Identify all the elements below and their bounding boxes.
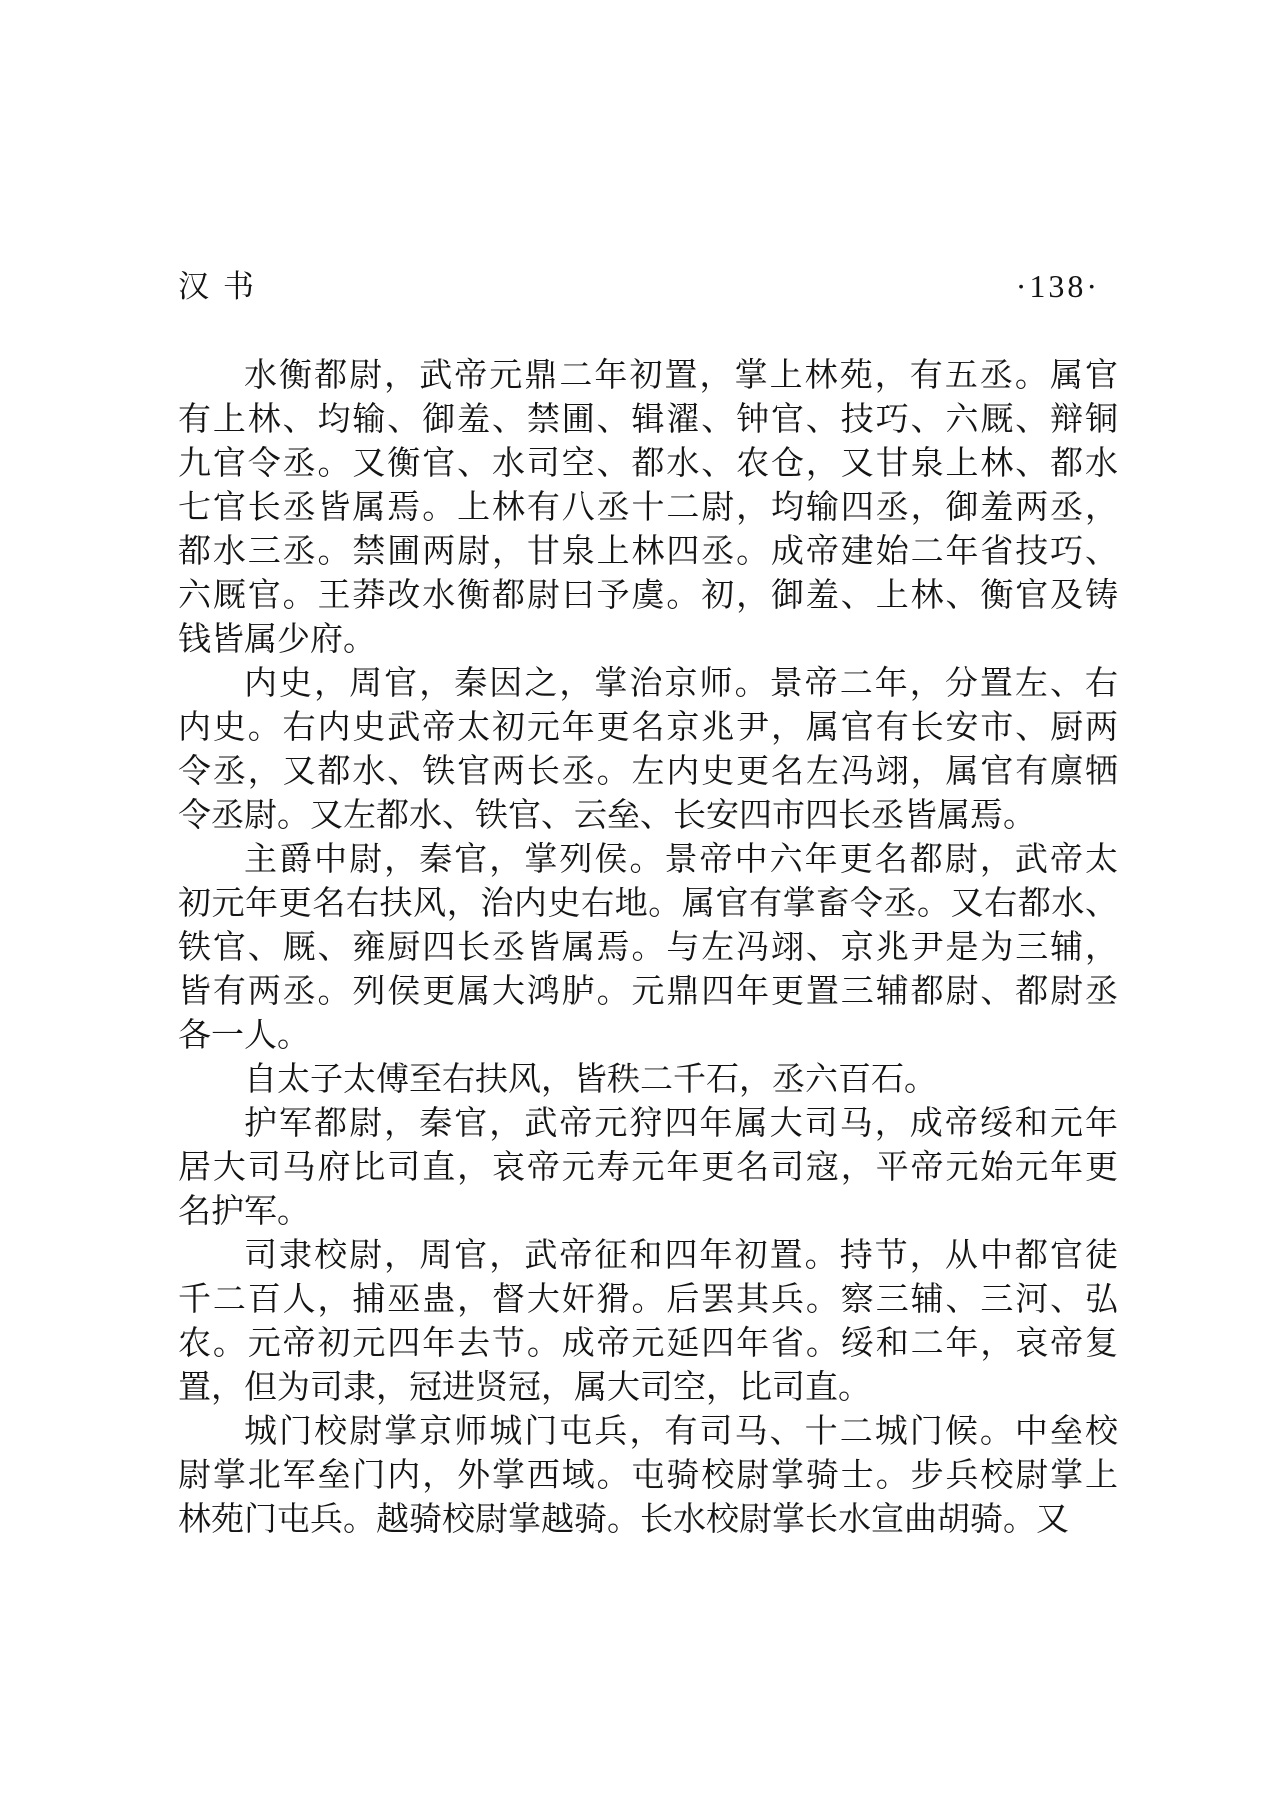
body-text (178, 354, 1118, 1542)
text-line: 主爵中尉，秦官，掌列侯。景帝中六年更名都尉，武帝太 (244, 842, 1118, 878)
text-line: 九官令丞。又衡官、水司空、都水、农仓，又甘泉上林、都水 (178, 446, 1118, 482)
text-line: 各一人。 (178, 1018, 310, 1054)
text-line: 居大司马府比司直，哀帝元寿元年更名司寇，平帝元始元年更 (178, 1150, 1118, 1186)
paragraph (178, 354, 1118, 662)
text-line: 六厩官。王莽改水衡都尉曰予虞。初，御羞、上林、衡官及铸 (178, 578, 1118, 614)
text-line: 水衡都尉，武帝元鼎二年初置，掌上林苑，有五丞。属官 (244, 358, 1118, 394)
page-number: ·138· (1015, 268, 1100, 304)
text-line: 自太子太傅至右扶风，皆秩二千石，丞六百石。 (244, 1062, 937, 1098)
text-line: 千二百人，捕巫蛊，督大奸猾。后罢其兵。察三辅、三河、弘 (178, 1282, 1118, 1318)
text-line: 令丞，又都水、铁官两长丞。左内史更名左冯翊，属官有廪牺 (178, 754, 1118, 790)
text-line: 令丞尉。又左都水、铁官、云垒、长安四市四长丞皆属焉。 (178, 798, 1036, 834)
text-line: 钱皆属少府。 (178, 622, 376, 658)
paragraph (178, 838, 1118, 1058)
text-line: 置，但为司隶，冠进贤冠，属大司空，比司直。 (178, 1370, 871, 1406)
text-line: 农。元帝初元四年去节。成帝元延四年省。绥和二年，哀帝复 (178, 1326, 1118, 1362)
text-line: 名护军。 (178, 1194, 310, 1230)
text-line: 内史，周官，秦因之，掌治京师。景帝二年，分置左、右 (244, 666, 1118, 702)
text-line: 都水三丞。禁圃两尉，甘泉上林四丞。成帝建始二年省技巧、 (178, 534, 1118, 570)
text-line: 铁官、厩、雍厨四长丞皆属焉。与左冯翊、京兆尹是为三辅， (178, 930, 1118, 966)
book-title: 汉书 (178, 269, 268, 304)
paragraph (178, 1058, 1118, 1102)
text-line: 初元年更名右扶风，治内史右地。属官有掌畜令丞。又右都水、 (178, 886, 1118, 922)
paragraph (178, 1102, 1118, 1234)
text-line: 尉掌北军垒门内，外掌西域。屯骑校尉掌骑士。步兵校尉掌上 (178, 1458, 1118, 1494)
text-line: 护军都尉，秦官，武帝元狩四年属大司马，成帝绥和元年 (244, 1106, 1118, 1142)
paragraph (178, 1410, 1118, 1542)
paragraph (178, 1234, 1118, 1410)
running-header (178, 266, 1118, 307)
text-line: 城门校尉掌京师城门屯兵，有司马、十二城门候。中垒校 (244, 1414, 1118, 1450)
text-line: 七官长丞皆属焉。上林有八丞十二尉，均输四丞，御羞两丞， (178, 490, 1118, 526)
text-line: 皆有两丞。列侯更属大鸿胪。元鼎四年更置三辅都尉、都尉丞 (178, 974, 1118, 1010)
text-line: 司隶校尉，周官，武帝征和四年初置。持节，从中都官徒 (244, 1238, 1118, 1274)
text-line: 林苑门屯兵。越骑校尉掌越骑。长水校尉掌长水宣曲胡骑。又 (178, 1502, 1069, 1538)
text-line: 内史。右内史武帝太初元年更名京兆尹，属官有长安市、厨两 (178, 710, 1118, 746)
text-line: 有上林、均输、御羞、禁圃、辑濯、钟官、技巧、六厩、辩铜 (178, 402, 1118, 438)
paragraph (178, 662, 1118, 838)
